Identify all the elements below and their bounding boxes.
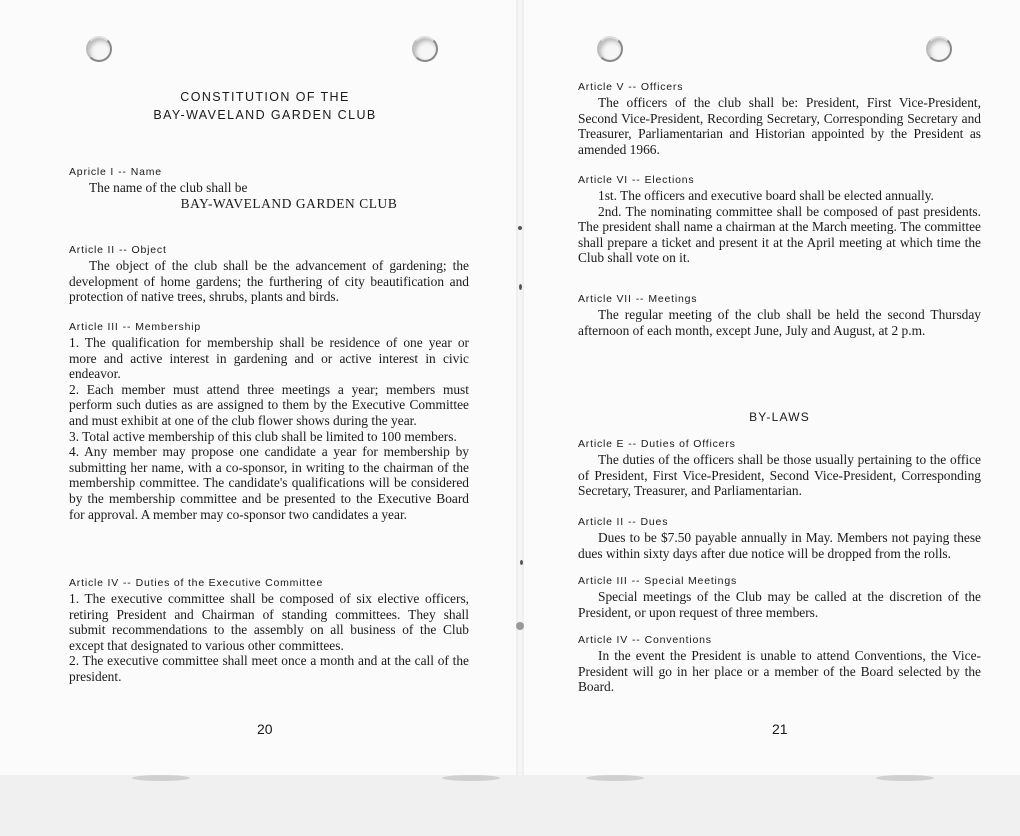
article-1 bbox=[69, 165, 469, 212]
article-heading: Article IV -- Duties of the Executive Committee bbox=[69, 577, 324, 589]
page-number: 21 bbox=[772, 721, 788, 737]
document-title bbox=[100, 88, 430, 124]
article-title: Elections bbox=[644, 174, 695, 186]
punch-hole-icon bbox=[597, 36, 623, 62]
article-heading: Article IV -- Conventions bbox=[578, 634, 712, 646]
list-item: 3. Total active membership of this club shall be limited to 100 members. bbox=[69, 428, 457, 444]
list-item: 4. Any member may propose one candidate a year for membership by submitting her name, with a co-sponsor, in writing to the chairman of the membership committee. The candidate's qualifications will be considered by the membership committee and be presented to the Executive Board for approval. A member may co-sponsor two candidates a year. bbox=[69, 444, 469, 522]
article-heading: Apricle I -- Name bbox=[69, 166, 162, 178]
list-item: 1. The qualification for membership shall be residence of one year or more and active interest in gardening and or active interest in civic endeavor. bbox=[69, 335, 469, 382]
article-4 bbox=[69, 576, 469, 685]
list-item: 1. The executive committee shall be composed of six elective officers, retiring President and Chairman of standing committees. They shall submit recommendations to the assembly on all business of the Club except that designated to various other committees. bbox=[69, 591, 469, 653]
article-6 bbox=[578, 173, 981, 266]
article-label: Apricle I bbox=[69, 166, 115, 178]
article-label: Article VII bbox=[578, 293, 632, 305]
article-title: Duties of Officers bbox=[640, 438, 736, 450]
list-item: 1st. The officers and executive board shall be elected annually. bbox=[598, 188, 934, 203]
bylaw-4 bbox=[578, 633, 981, 695]
article-label: Article IV bbox=[578, 634, 629, 646]
article-heading: Article VII -- Meetings bbox=[578, 293, 698, 305]
punch-hole-icon bbox=[412, 36, 438, 62]
bylaw-2 bbox=[578, 515, 981, 561]
punch-hole-icon bbox=[926, 36, 952, 62]
title-line-1: CONSTITUTION OF THE bbox=[180, 90, 350, 104]
article-text: The officers of the club shall be: President, First Vice-President, Second Vice-President, Recording Secretary, Corresponding Secretary and Treasurer, Parliamentarian and Historian appointed by the President as amended 1966. bbox=[578, 95, 981, 157]
page-gutter bbox=[516, 0, 524, 775]
article-title: Membership bbox=[135, 321, 202, 333]
article-title: Dues bbox=[640, 516, 669, 528]
article-heading: Article E -- Duties of Officers bbox=[578, 438, 736, 450]
bylaw-3 bbox=[578, 574, 981, 620]
page-number: 20 bbox=[257, 721, 273, 737]
article-text: Dues to be $7.50 payable annually in May. Members not paying these dues within sixty days after due notice will be dropped from the rolls. bbox=[578, 530, 981, 561]
article-label: Article VI bbox=[578, 174, 629, 186]
list-item: 2. Each member must attend three meetings a year; members must perform such duties as are assigned to them by the Executive Committee and must exhibit at one of the club flower shows during the year. bbox=[69, 381, 469, 428]
article-text: Special meetings of the Club may be called at the discretion of the President, or upon request of three members. bbox=[578, 589, 981, 620]
article-label: Article E bbox=[578, 438, 625, 450]
article-title: Object bbox=[131, 244, 167, 256]
bottom-edge bbox=[0, 775, 1020, 836]
article-2 bbox=[69, 243, 469, 305]
article-title: Officers bbox=[640, 81, 684, 93]
article-title: Conventions bbox=[644, 634, 712, 646]
article-text: The regular meeting of the club shall be held the second Thursday afternoon of each month, except June, July and August, at 2 p.m. bbox=[578, 307, 981, 338]
article-title: Meetings bbox=[648, 293, 698, 305]
article-title: Name bbox=[130, 166, 162, 178]
title-line-2: BAY-WAVELAND GARDEN CLUB bbox=[153, 108, 377, 122]
article-3 bbox=[69, 320, 469, 522]
article-7 bbox=[578, 292, 981, 338]
article-text: In the event the President is unable to attend Conventions, the Vice-President will go in her place or a member of the Board selected by the Board. bbox=[578, 648, 981, 695]
bylaws-title: BY-LAWS bbox=[749, 410, 810, 424]
article-5 bbox=[578, 80, 981, 157]
article-title: Duties of the Executive Committee bbox=[135, 577, 324, 589]
article-title: Special Meetings bbox=[644, 575, 738, 587]
article-label: Article III bbox=[578, 575, 628, 587]
article-heading: Article II -- Object bbox=[69, 244, 167, 256]
club-name: BAY-WAVELAND GARDEN CLUB bbox=[180, 195, 398, 211]
article-heading: Article V -- Officers bbox=[578, 81, 684, 93]
list-item: 2nd. The nominating committee shall be composed of past presidents. The president shall name a chairman at the March meeting. The committee shall prepare a ticket and present it at the April meeting at which time the Club shall vote on it. bbox=[578, 203, 981, 266]
article-label: Article IV bbox=[69, 577, 120, 589]
punch-hole-icon bbox=[86, 36, 112, 62]
article-label: Article II bbox=[578, 516, 624, 528]
article-label: Article V bbox=[578, 81, 625, 93]
article-text: The duties of the officers shall be those usually pertaining to the office of President, First Vice-President, Second Vice-President, Corresponding Secretary, Treasurer, and Parliamentarian. bbox=[578, 452, 981, 499]
article-label: Article III bbox=[69, 321, 119, 333]
article-heading: Article VI -- Elections bbox=[578, 174, 695, 186]
article-heading: Article III -- Membership bbox=[69, 321, 202, 333]
bylaw-e bbox=[578, 437, 981, 499]
article-text: The object of the club shall be the advancement of gardening; the development of home gardens; the furthering of city beautification and protection of native trees, shrubs, plants and birds. bbox=[69, 258, 469, 305]
article-text: The name of the club shall be bbox=[89, 180, 248, 195]
article-label: Article II bbox=[69, 244, 115, 256]
list-item: 2. The executive committee shall meet once a month and at the call of the president. bbox=[69, 653, 469, 684]
article-heading: Article III -- Special Meetings bbox=[578, 575, 738, 587]
article-heading: Article II -- Dues bbox=[578, 516, 669, 528]
